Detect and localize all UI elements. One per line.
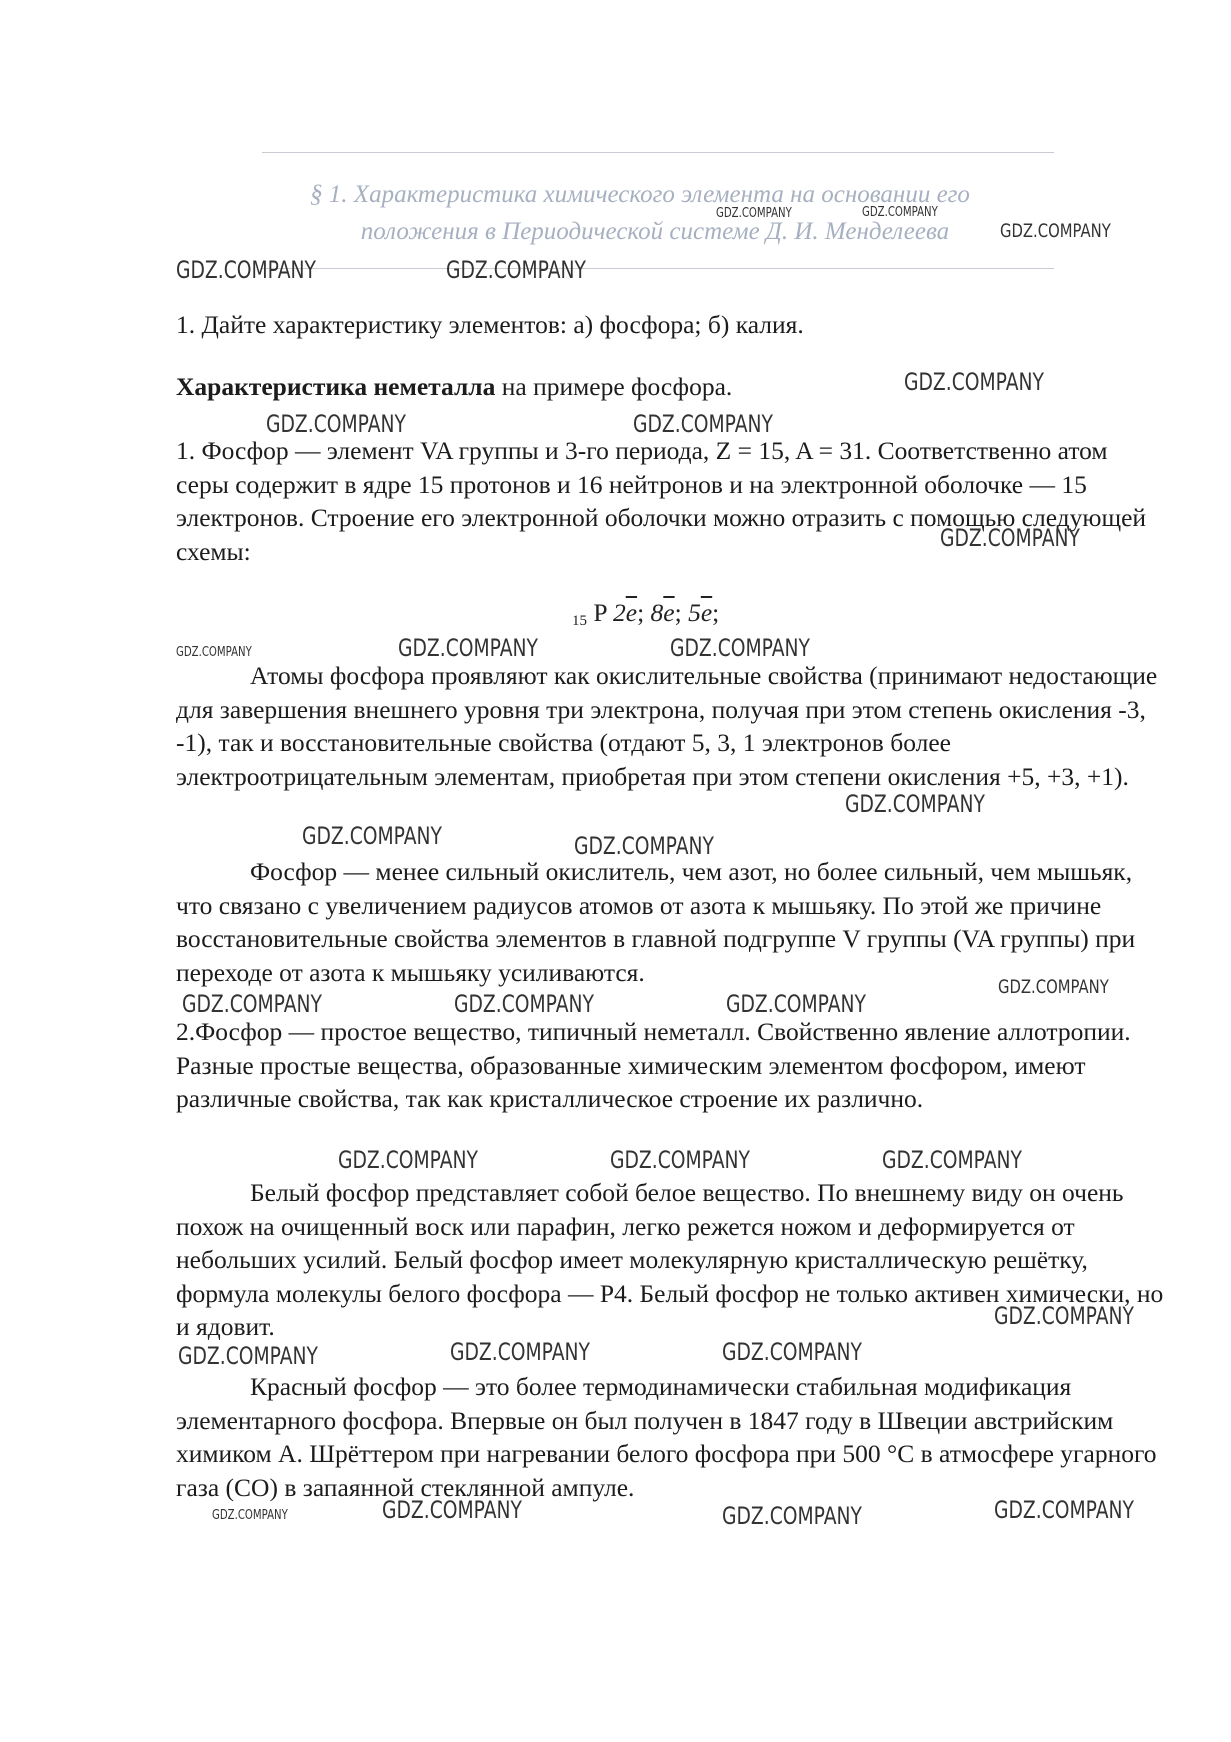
formula-n3: 5 — [688, 598, 701, 627]
watermark: GDZ.COMPANY — [338, 1146, 478, 1174]
section-heading-line1: § 1. Характеристика химического элемента на основании его — [310, 181, 970, 208]
watermark: GDZ.COMPANY — [1000, 220, 1111, 242]
heading-underline — [262, 268, 1054, 269]
formula-e3: $\overline{e}$ — [700, 598, 713, 627]
electron-formula — [572, 598, 719, 630]
watermark: GDZ.COMPANY — [845, 790, 985, 818]
paragraph-4: 2.Фосфор — простое вещество, типичный неметалл. Свойственно явление аллотропии. Разные простые вещества, образованные химическим элементом фосфором, имеют различные свойства, так как кристаллическое строение их различно. — [176, 1017, 1131, 1113]
subtitle-rest: на примере фосфора. — [495, 372, 733, 401]
watermark: GDZ.COMPANY — [633, 410, 773, 438]
watermark: GDZ.COMPANY — [266, 410, 406, 438]
watermark: GDZ.COMPANY — [904, 368, 1044, 396]
watermark: GDZ.COMPANY — [450, 1338, 590, 1366]
watermark: GDZ.COMPANY — [726, 990, 866, 1018]
watermark: GDZ.COMPANY — [574, 832, 714, 860]
watermark: GDZ.COMPANY — [398, 634, 538, 662]
watermark: GDZ.COMPANY — [882, 1146, 1022, 1174]
watermark: GDZ.COMPANY — [998, 976, 1109, 998]
formula-e2: $\overline{e}$ — [663, 598, 675, 627]
watermark: GDZ.COMPANY — [670, 634, 810, 662]
watermark: GDZ.COMPANY — [994, 1302, 1134, 1330]
watermark: GDZ.COMPANY — [722, 1502, 862, 1530]
formula-sep1: ; — [637, 598, 645, 627]
paragraph-3-block — [176, 855, 1166, 989]
section-heading-line2: положения в Периодической системе Д. И. Менделеева — [360, 218, 950, 245]
formula-n1: 2 — [613, 598, 626, 627]
formula-e1: $\overline{e}$ — [625, 598, 638, 627]
paragraph-3: Фосфор — менее сильный окислитель, чем азот, но более сильный, чем мышьяк, что связано с увеличением радиусов атомов от азота к мышьяку. По этой же причине восстановительные свойства элементов в главной подгруппе V группы (VA группы) при переходе от азота к мышьяку усиливаются. — [176, 857, 1136, 987]
watermark: GDZ.COMPANY — [722, 1338, 862, 1366]
top-rule — [262, 152, 1054, 153]
watermark: GDZ.COMPANY — [610, 1146, 750, 1174]
watermark: GDZ.COMPANY — [176, 256, 316, 284]
paragraph-6-block — [176, 1370, 1166, 1504]
paragraph-1: 1. Фосфор — элемент VA группы и 3-го периода, Z = 15, A = 31. Соответственно атом серы содержит в ядре 15 протонов и 16 нейтронов и на электронной оболочке — 15 электронов. Строение его электронной оболочки можно отразить с помощью следующей схемы: — [176, 436, 1147, 566]
watermark: GDZ.COMPANY — [382, 1496, 522, 1524]
paragraph-4-block — [176, 1015, 1166, 1116]
paragraph-2: Атомы фосфора проявляют как окислительные свойства (принимают недостающие для завершения внешнего уровня три электрона, получая при этом степень окисления -3, -1), так и восстановительные свойства (отдают 5, 3, 1 электронов более электроотрицательным элементам, приобретая при этом степени окисления +5, +3, +1). — [176, 661, 1158, 791]
formula-symbol: P — [593, 598, 607, 627]
paragraph-5: Белый фосфор представляет собой белое вещество. По внешнему виду он очень похож на очищенный воск или парафин, легко режется ножом и деформируется от небольших усилий. Белый фосфор имеет молекулярную кристаллическую решётку, формула молекулы белого фосфора — P4. Белый фосфор не только активен химически, но и ядовит. — [176, 1178, 1164, 1341]
watermark: GDZ.COMPANY — [212, 1508, 288, 1523]
watermark: GDZ.COMPANY — [454, 990, 594, 1018]
formula-n2: 8 — [650, 598, 664, 627]
task-line — [176, 308, 1166, 342]
task-text: 1. Дайте характеристику элементов: а) фосфора; б) калия. — [176, 310, 804, 339]
watermark: GDZ.COMPANY — [994, 1496, 1134, 1524]
subtitle-bold: Характеристика неметалла — [176, 372, 496, 401]
watermark: GDZ.COMPANY — [176, 645, 252, 660]
watermark: GDZ.COMPANY — [862, 205, 938, 220]
paragraph-2-block — [176, 659, 1166, 793]
formula-sep3: ; — [712, 598, 720, 627]
watermark: GDZ.COMPANY — [302, 822, 442, 850]
watermark: GDZ.COMPANY — [446, 256, 586, 284]
watermark: GDZ.COMPANY — [182, 990, 322, 1018]
formula-sep2: ; — [674, 598, 682, 627]
watermark: GDZ.COMPANY — [940, 524, 1080, 552]
formula-atomic-number: 15 — [572, 613, 587, 629]
paragraph-6: Красный фосфор — это более термодинамически стабильная модификация элементарного фосфора. Впервые он был получен в 1847 году в Швеции австрийским химиком А. Шрёттером при нагревании белого фосфора при 500 °C в атмосфере угарного газа (CO) в запаянной стеклянной ампуле. — [176, 1372, 1157, 1502]
watermark: GDZ.COMPANY — [716, 206, 792, 221]
watermark: GDZ.COMPANY — [178, 1342, 318, 1370]
